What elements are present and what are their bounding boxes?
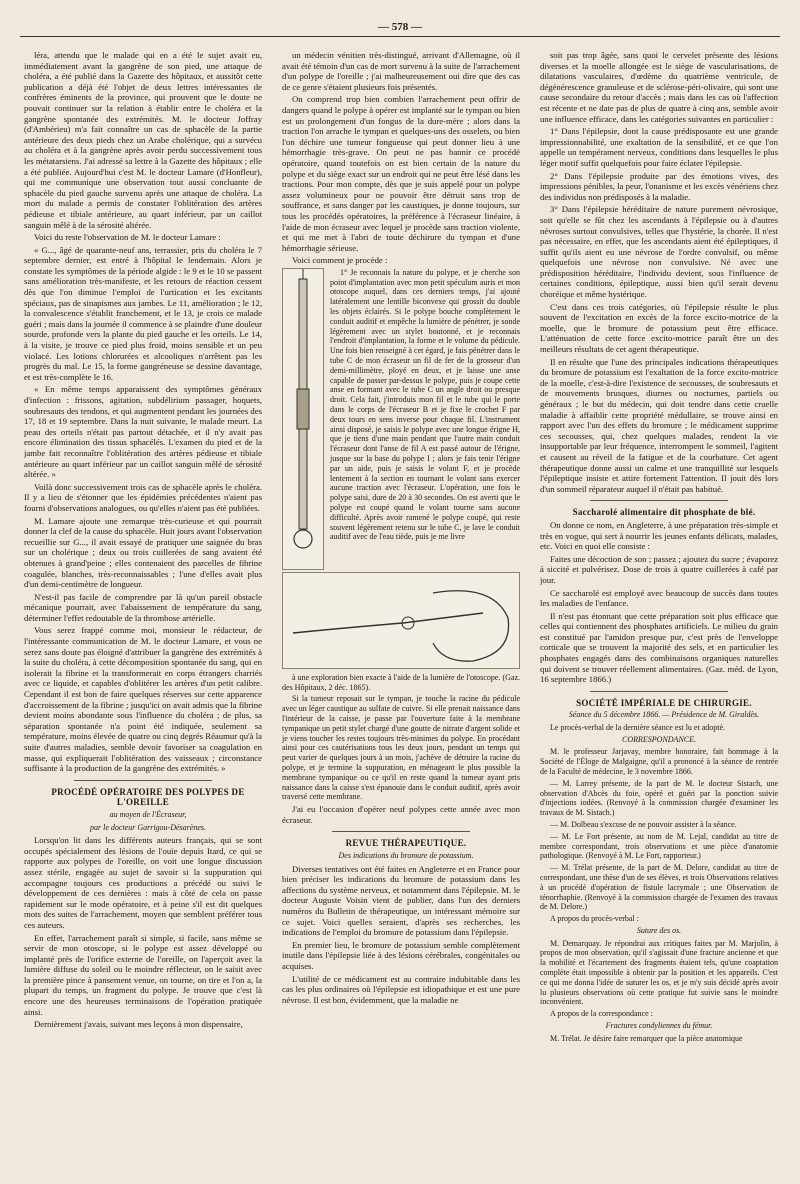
paragraph: Voici du reste l'observation de M. le docteur Lamare :: [34, 232, 221, 243]
paragraph: — M. Dolbeau s'excuse de ne pouvoir assister à la séance.: [550, 820, 737, 829]
paragraph: un médecin vénitien très-distingué, arrivant d'Allemagne, où il avait été témoin d'un cas de mort survenu à la suite de l'arrachement d'un polype de l'oreille ; j'ai malheureusement oui dire que des cas de ce genre s'étaient plusieurs fois présentés.: [282, 50, 520, 92]
column-1: [24, 50, 262, 1165]
subsection-title: Fractures condyliennes du fémur.: [605, 1020, 713, 1030]
paragraph: — M. Le Fort présente, au nom de M. Lejal, candidat au titre de membre correspondant, trois observations et une pièce d'anatomie pathologique. (Renvoyé à M. Le Fort, rapporteur.): [540, 831, 778, 861]
paragraph: M. le professeur Jarjavay, membre honoraire, fait hommage à la Société de l'Éloge de Malgaigne, qu'il a prononcé à la séance de rentrée de la Faculté de médecine, le 3 novembre 1866.: [540, 747, 778, 777]
paragraph: M. Demarquay. Je répondrai aux critiques faites par M. Marjolin, à propos de mon observation, qu'il s'agissait d'une fracture ancienne et que la mobilité et l'écartement des fragments étaient tels, qu'une coaptation complète était impossible à obtenir par la position et les appareils. C'est ce qui me donna l'idée de suturer les os, et je m'y suis décidé après avoir lu plusieurs observations où cette pratique fut suivie sans le moindre inconvénient.: [540, 938, 778, 1007]
paragraph: Le procès-verbal de la dernière séance est lu et adopté.: [550, 723, 726, 733]
paragraph: Faites une décoction de son ; passez ; ajoutez du sucre ; évaporez à siccité et pulvérisez. Dose de trois à quatre cuillerées à café par jour.: [540, 553, 778, 585]
paragraph: J'ai eu l'occasion d'opérer neuf polypes cette année avec mon écraseur.: [282, 804, 520, 825]
section-title: SOCIÉTÉ IMPÉRIALE DE CHIRURGIE.: [576, 697, 752, 708]
section-subtitle: Séance du 5 décembre 1866. — Présidence de M. Giraldès.: [568, 710, 760, 720]
column-3: [540, 50, 778, 1165]
subsection-title: CORRESPONDANCE.: [622, 734, 696, 744]
paragraph: Si la tumeur reposait sur le tympan, je touche la racine du pédicule avec un léger caustique au sulfate de cuivre. Si elle prenait naissance dans l'intérieur de la caisse, je passe par l'ouverture faite à la membrane tympanique un petit stylet chargé d'une goutte de nitrate d'argent solide et je viens toucher les restes toujours très-minimes du polype. En procédant ainsi pour ces cautérisations tous les deux jours, pendant un temps qui peut varier de quelques jours à un mois, j'achève de détruire la racine du polype, et je termine la suppuration, en ménageant le plus possible la membrane tympanique ou ce qu'il en reste quand la tumeur ayant pris naissance dans la caisse s'est épanouie dans le conduit auditif, après avoir traversé cette membrane.: [282, 694, 520, 802]
section-author: par le docteur Garrigou-Désarènes.: [90, 822, 206, 832]
paragraph: Il n'est pas étonnant que cette préparation soit plus efficace que celles qui contiennent des phosphates artificiels. Le milieu du grain est constitué par l'amidon presque pur, c'est près de l'enveloppe corticale que se trouvent la majorité des sels, et en particulier les phosphates engagés dans des combinaisons organiques naturelles qui doivent se trouver réellement alimentaires. (Gaz. méd. de Lyon, 16 septembre 1866.): [540, 610, 778, 685]
paragraph: 1° Je reconnais la nature du polype, et je cherche son point d'implantation avec mon petit spéculum auris et mon otoscope auquel, dans ces derniers temps, j'ai ajouté latéralement une lentille biconvexe qui grossit du double les objets éclairés. Si le polype bouche complètement le conduit auditif et empêche la lumière de pénétrer, je sonde légèrement avec un stylet boutonné, et je reconnais l'endroit d'implantation, la forme et le volume du pédicule. Une fois bien renseigné à cet égard, je fais pénétrer dans le tube C de mon écraseur un fil de fer de la grosseur d'un demi-millimètre, ployé en deux, et je laisse une anse capable de passer par-dessus le polype, puis je coupe cette anse en formant avec le tube C un angle droit ou presque droit. Cela fait, j'introduis mon fil et le tube qui le porte dans le corps de l'écraseur B et je fixe le crochet F par deux tours en sens inverse pour chaque fil. L'instrument ainsi disposé, je saisis le polype avec une longue érigne H, que je tiens d'une main pendant que l'autre main conduit l'écraseur dont l'anse de fil A est passé autour de l'érigne, jusque sur la base du polype I ; alors je fais tenir l'érigne par un aide, puis je saisis le volant F, et je procède lentement à la section en tournant le volant sans exercer aucune traction avec l'écraseur. L'opération, une fois le polype saisi, dure de 20 à 30 secondes. On est averti que le polype est coupé quand le volant tourne sans aucune difficulté. Après avoir ramené le polype coupé, qui reste souvent légèrement retenu sur le tube C, je lave le conduit auditif avec de l'eau tiède, puis je me livre: [330, 267, 520, 542]
figure-caption: à une exploration bien exacte à l'aide de la lumière de l'otoscope. (Gaz. des Hôpitaux, 2 déc. 1865).: [282, 672, 520, 692]
paragraph: — M. Trélat présente, de la part de M. Delore, candidat au titre de correspondant, une thèse d'un de ses élèves, et trois Observations relatives à un procédé d'opération de fistule lacrymale ; une Observation de ténorrhaphie. (Renvoyé à la commission chargée de l'examen des travaux de M. Delore.): [540, 863, 778, 912]
paragraph: Il en résulte que l'une des principales indications thérapeutiques du bromure de potassium est l'exaltation de la force excito-motrice de la moelle, c'est-à-dire l'existence de secousses, de soubresauts et de mouvements brusques, diurnes ou nocturnes, partiels ou généraux ; le but du médecin, qui doit tendre dans cette cruelle maladie à affaiblir cette propriété médullaire, se trouve ainsi en rapport avec l'un des effets du bromure ; le médicament supprime ces secousses, qui, chez quelques malades, rendent la vie insupportable par leur fréquence, interrompent le sommeil, l'agitent et causent au réveil de la fatigue et de la courbature. Cet agent thérapeutique donne aussi un calme et une tranquillité sur lesquels l'épileptique insiste et attire fortement l'attention. Il jouit dès lors d'un sommeil réparateur auquel il n'était pas habitué.: [540, 356, 778, 494]
section-title: Saccharolé alimentaire dit phosphate de blé.: [572, 507, 756, 518]
paragraph: léra, attendu que le malade qui en a été le sujet avait eu, immédiatement avant la gangrène de son pied, une attaque de choléra, a été publié dans la Gazette des hôpitaux, et aussitôt cette publication a déjà été l'objet de deux lettres intéressantes de confrères éminents de la province, qui prouvent que le doute ne pouvait continuer sur la relation à établir entre le choléra et la gangrène spontanée des extrémités. M. le docteur Joffray (d'Ambérieu) m'a fait connaître un cas de sphacèle de la partie antérieure des deux pieds chez un Arabe cholérique, qui a survécu au choléra et à la gangrène après avoir perdu successivement tous les métatarsiens. J'ai adressé sa lettre à la Gazette des hôpitaux ; elle a été publiée. Aujourd'hui c'est M. le docteur Lamare (d'Honfleur), qui me communique une observation tout aussi concluante de sphacèle du pied gauche survenu après une attaque de choléra. La mort du malade a permis de constater l'oblitération des artères pédieuse et tibiale antérieure, au quart inférieur, par un caillot sanguin mêlé à de la sérosité altérée.: [24, 50, 262, 230]
page-number: — 578 —: [378, 21, 422, 33]
paragraph: En effet, l'arrachement paraît si simple, si facile, sans même se servir de mon otoscope, si le polype est assez développé ou implanté près de l'orifice externe de l'oreille, on l'aperçoit avec la lumière diffuse du soleil ou le moindre réflecteur, on le saisit avec la première pince à pansement venue, on tourne, on tire et l'on a, la plupart du temps, un fragment du polype. Je trouve que c'est là encore une des heureuses terminaisons de l'opération pratiquée ainsi.: [24, 932, 262, 1017]
section-title: REVUE THÉRAPEUTIQUE.: [345, 838, 467, 849]
divider: [74, 780, 212, 781]
paragraph: « G..., âgé de quarante-neuf ans, terrassier, pris du choléra le 7 septembre dernier, est entré à l'hôpital le lendemain. Alors je constate les symptômes de la période algide : le 9 et le 10 se passent sans amélioration très-manifeste, et les retours de réaction cessent dès que l'on diminue l'emploi de l'urtication et les excitants spéciaux, pas de sinapismes aux jambes. Le 11, amélioration ; le 12, la convalescence s'établit franchement, et le 13, je crois ce malade guéri ; mais dans la journée il commence à se plaindre d'une douleur sourde, profonde vers la plante du pied gauche et les orteils. Le 14, à la visite, je trouve ce pied plus froid, moins sensible et un peu violacé. Les lotions chlorurées et alcooliques n'arrêtent pas les progrès du mal. Le 15, la forme gangréneuse se dessine davantage, et est très-complète le 16.: [24, 244, 262, 382]
divider: [590, 500, 728, 501]
paragraph: L'utilité de ce médicament est au contraire indubitable dans les cas les plus ordinaires où l'épilepsie est idiopathique et est une pure névrose. Il est bon, évidemment, que la maladie ne: [282, 973, 520, 1005]
ear-polyp-operation-figure: [282, 572, 520, 669]
paragraph: Dernièrement j'avais, suivant mes leçons à mon dispensaire,: [34, 1019, 243, 1030]
paragraph: 3° Dans l'épilepsie héréditaire de nature purement névrosique, soit qu'elle se fût chez les ascendants à l'épilepsie ou à d'autres névroses surtout convulsives, telles que l'hystérie, la chorée. Il n'est pas nécessaire, en effet, que les ascendants aient été épileptiques, il suffit qu'ils aient eu une névrose de l'ordre convulsif, ou même quelquefois une névrose non convulsive. Né avec une prédisposition héréditaire, l'individu devient, sous l'influence de certaines conditions, épileptique, aussi bien qu'il serait devenu choréique et même hystérique.: [540, 204, 778, 300]
subsection-title: Suture des os.: [636, 925, 682, 935]
paragraph: M. Trélat. Je désire faire remarquer que la pièce anatomique: [550, 1033, 743, 1043]
paragraph: Voilà donc successivement trois cas de sphacèle après le choléra. Il y a lieu de s'étonner que les épidémies précédentes n'aient pas fourni d'observations analogues, ou qu'elles n'aient pas été publiées.: [24, 481, 262, 513]
paragraph: En premier lieu, le bromure de potassium semble complètement inutile dans l'épilepsie liée à des lésions cérébrales, congénitales ou acquises.: [282, 939, 520, 971]
paragraph: On donne ce nom, en Angleterre, à une préparation très-simple et très en vogue, qui sert à nourrir les jeunes enfants délicats, malades, etc. Voici en quoi elle consiste :: [540, 519, 778, 552]
paragraph: A propos de la correspondance :: [550, 1009, 653, 1019]
divider: [590, 691, 728, 692]
paragraph: Voici comment je procède :: [292, 255, 388, 266]
paragraph: Vous serez frappé comme moi, monsieur le rédacteur, de l'intéressante communication de M. le docteur Lamare, et vous ne serez sans doute pas éloigné d'attribuer la gangrène des extrémités à la suite du choléra, à cette décomposition spontanée du sang, qui en isolerait la fibrine et la transformerait en corps étrangers charriés avec ce liquide, et capables d'oblitérer les artères d'un petit calibre. Cependant il est bon de faire quelques réserves sur cette apparence d'accroissement de la fibrine ; jusqu'ici on avait admis que la fibrine devient moins abondante sous l'influence du choléra ; de plus, sa séparation spontanée n'a point été indiquée, seulement sa température, moins élevée de quatre ou cinq degrés Réaumur qu'à la suite d'autres maladies, semble devoir favoriser sa coagulation en masse, qui expliquerait l'oblitération des vaisseaux ; circonstance suffisante à la production de la gangrène des extrémités. »: [24, 625, 262, 774]
paragraph: Lorsqu'on lit dans les différents auteurs français, qui se sont occupés spécialement des lésions de l'ouïe depuis Itard, ce qui se rapporte aux polypes de l'oreille, on voit une longue discussion assez stérile, engagée au sujet de savoir si la suppuration qui accompagne toujours ces productions a précédé ou suivi le développement de ces dernières : mais à côté de cela on passe rapidement sur le mode opératoire, et à peine s'il est dit quelques mots des suites de l'arrachement, moyen que semblent préférer tous ces auteurs.: [24, 835, 262, 930]
paragraph: « En même temps apparaissent des symptômes généraux d'infection : frissons, agitation, subdélirium passager, hoquets, soubresauts des tendons, et qui augmentent pendant les journées des 17, 18 et 19 septembre. Dans la nuit suivante, le malade meurt. La peau des orteils n'était pas partout détachée, et il n'y avait pas encore élimination des tissus sphacélés. L'examen du pied et de la jambe fait reconnaître l'oblitération des artères pédieuse et tibiale antérieure au quart inférieur par un caillot sanguin mêlé de sérosité altérée. »: [24, 384, 262, 480]
divider: [332, 831, 470, 832]
paragraph: soit pas trop âgée, sans quoi le cervelet présente des lésions diverses et la moelle allongée est le siège de vascularisations, de dilatations vasculaires, d'œdème du quatrième ventricule, de dégénérescence granuleuse et de sclérose-péri-olivaire, qui sont une cause secondaire du retour d'accès ; mais dans les cas où l'affection est récente et ne date pas de plus de quatre à cinq ans, semble avoir une influence efficace, dans les catégories suivantes en particulier :: [540, 50, 778, 124]
page-header: [20, 14, 780, 37]
section-subtitle: Des indications du bromure de potassium.: [338, 851, 474, 861]
paragraph: N'est-il pas facile de comprendre par là qu'un pareil obstacle mécanique pourrait, avec l'abaissement de température du sang, déterminer l'effet redoutable de la thrombose artérielle.: [24, 591, 262, 623]
paragraph: M. Lamare ajoute une remarque très-curieuse et qui pourrait donner la clef de la cause du sphacèle. Huit jours avant l'observation recueillie sur G..., il avait essayé de pratiquer une saignée du bras sur un cholérique ; deux ou trois cuillerées de sang avaient été obtenues à grand'peine ; elles contenaient des parcelles de fibrine coagulée, blanches, très-reconnaissables ; l'une d'elles avait plus d'un demi-centimètre de longueur.: [24, 515, 262, 590]
section-title: PROCÉDÉ OPÉRATOIRE DES POLYPES DE L'OREILLE: [51, 786, 245, 808]
paragraph: 1° Dans l'épilepsie, dont la cause prédisposante est une grande impressionnabilité, une exaltation de la sensibilité, et ce que l'on appelle un tempérament nerveux, conditions dans lesquelles le plus léger motif suffit quelquefois pour faire éclater l'épilepsie.: [540, 126, 778, 168]
ecraseur-instrument-illustration: [282, 268, 324, 570]
paragraph: On comprend trop bien combien l'arrachement peut offrir de dangers quand le polype à opérer est implanté sur le tympan ou bien est un prolongement d'un fongus de la dure-mère ; alors dans la traction l'on arrache le tympan et quelques-uns des osselets, ou bien l'on déchire une tumeur fongueuse qui peut donner lieu à une hémorrhagie très-grave. On peut ne pas bannir ce procédé opératoire, quand toutefois on est bien certain de la nature du polype et du siège exact sur un endroit qui ne peut être lésé dans les tractions. Pour mon compte, dès que je suis appelé pour un polype assez volumineux pour ne pouvoir être détruit sans trop de souffrance, et sans danger par les caustiques, je donne toujours, sur tous les procédés opératoires, la préférence à l'écraseur linéaire, à l'aide de mon écraseur avec lequel je procède sans traction violente, et qui me met à l'abri de toute déchirure du tympan et d'une hémorrhagie sérieuse.: [282, 94, 520, 253]
paragraph: A propos du procès-verbal :: [550, 914, 639, 924]
section-subtitle: au moyen de l'Écraseur,: [109, 809, 187, 819]
paragraph: — M. Larrey présente, de la part de M. le docteur Sistach, une observation d'Abcès du foie, opéré et guéri par la ponction suivie d'injections iodées. (Renvoyé à la commission chargée d'examiner les travaux de M. Sistach.): [540, 778, 778, 818]
paragraph: Ce saccharolé est employé avec beaucoup de succès dans toutes les maladies de l'enfance.: [540, 587, 778, 609]
paragraph: Diverses tentatives ont été faites en Angleterre et en France pour bien préciser les indications du bromure de potassium dans les affections du système nerveux, et notamment dans l'épilepsie. M. le docteur Auguste Voisin vient de publier, dans l'un des derniers numéros du Bulletin de thérapeutique, un intéressant mémoire sur ce sujet. Voici quelles seraient, d'après ses recherches, les indications de l'emploi du bromure de potassium dans l'épilepsie.: [282, 863, 520, 938]
column-2: [282, 50, 520, 1165]
paragraph: 2° Dans l'épilepsie produite par des émotions vives, des impressions pénibles, la peur, l'onanisme et les excès vénériens chez des individus non prédisposés à la maladie.: [540, 170, 778, 202]
paragraph: C'est dans ces trois catégories, où l'épilepsie résulte le plus souvent de l'excitation en excès de la force excito-motrice de la moelle, que le bromure de potassium peut être efficace. L'atténuation de cette force excito-motrice paraît être un des meilleurs résultats de cet agent thérapeutique.: [540, 301, 778, 355]
